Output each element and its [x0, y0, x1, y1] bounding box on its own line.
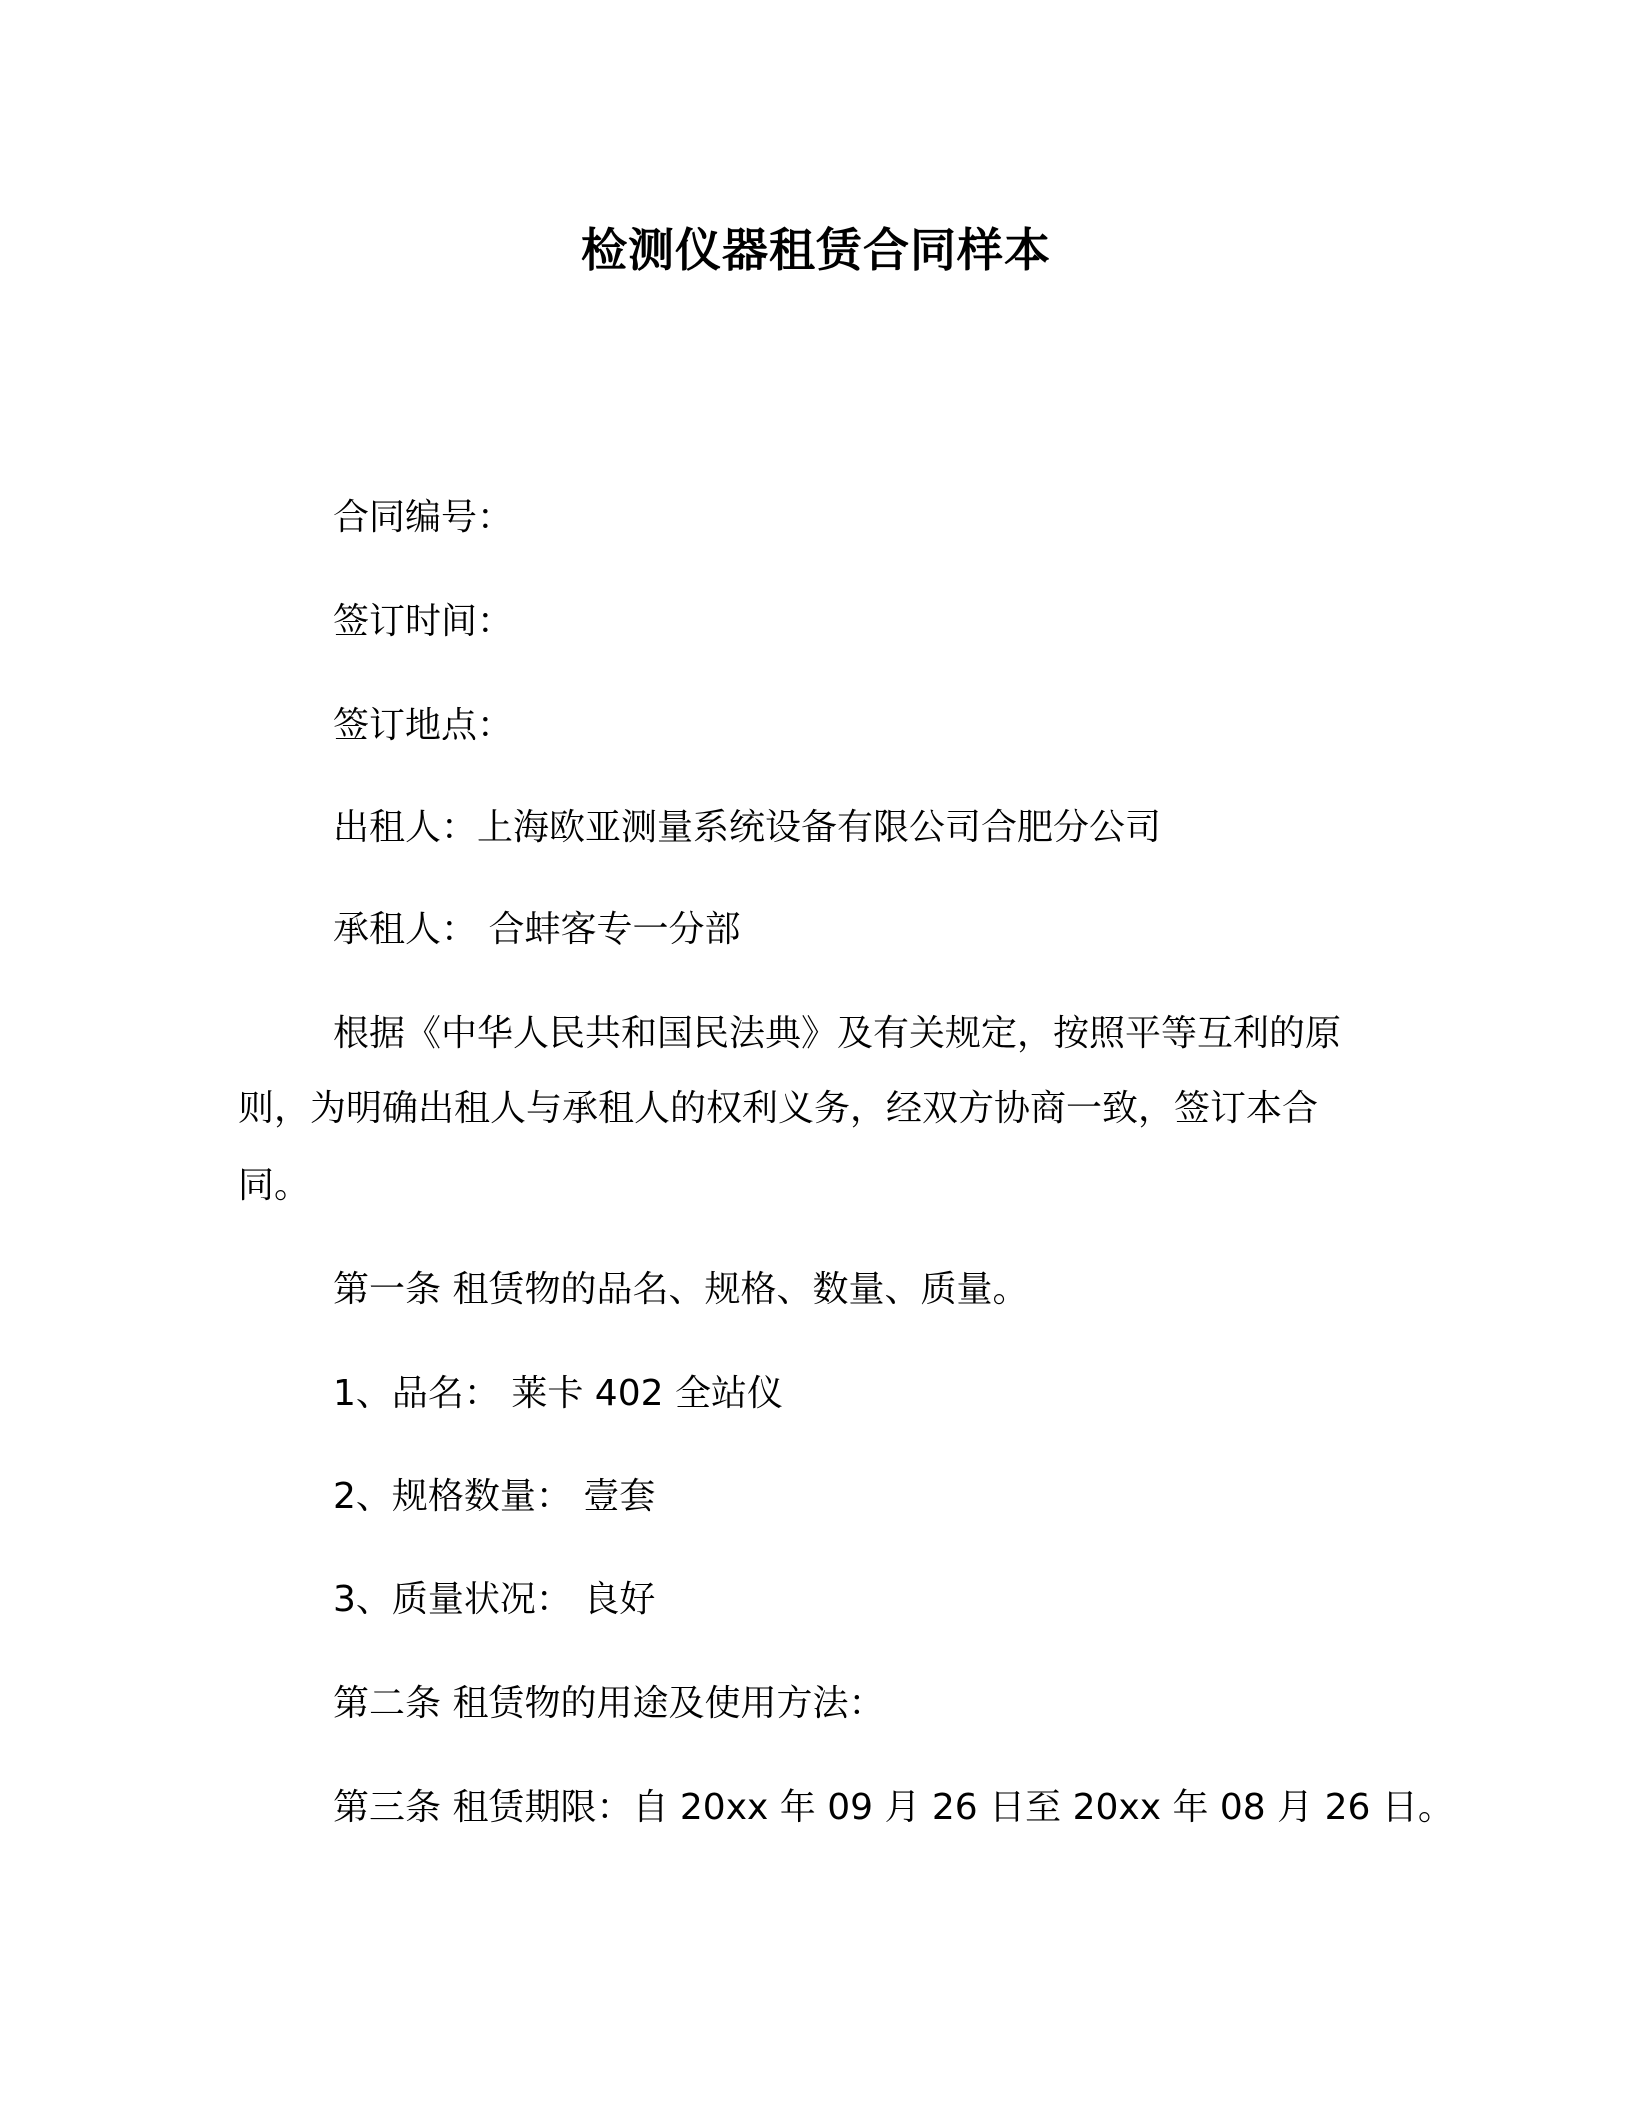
preamble-line-1: 根据《中华人民共和国民法典》及有关规定，按照平等互利的原 — [333, 1013, 1342, 1054]
field-lessee: 承租人： 合蚌客专一分部 — [333, 909, 741, 950]
field-sign-place: 签订地点： — [333, 705, 514, 746]
field-lessor: 出租人：上海欧亚测量系统设备有限公司合肥分公司 — [333, 807, 1162, 848]
article-2-heading: 第二条 租赁物的用途及使用方法： — [333, 1683, 885, 1724]
article-1-item-quantity: 2、规格数量： 壹套 — [333, 1476, 656, 1517]
article-1-item-name: 1、品名： 莱卡 402 全站仪 — [333, 1373, 783, 1414]
article-3-heading: 第三条 租赁期限：自 20xx 年 09 月 26 日至 20xx 年 08 月 26 日。 — [333, 1787, 1454, 1828]
document-title: 检测仪器租赁合同样本 — [581, 223, 1051, 277]
article-1-heading: 第一条 租赁物的品名、规格、数量、质量。 — [333, 1269, 1029, 1310]
field-contract-number: 合同编号： — [333, 497, 514, 538]
field-sign-time: 签订时间： — [333, 601, 514, 642]
article-1-item-quality: 3、质量状况： 良好 — [333, 1579, 656, 1620]
preamble-line-2: 则，为明确出租人与承租人的权利义务，经双方协商一致，签订本合 — [238, 1088, 1319, 1129]
preamble-line-3: 同。 — [238, 1165, 311, 1206]
